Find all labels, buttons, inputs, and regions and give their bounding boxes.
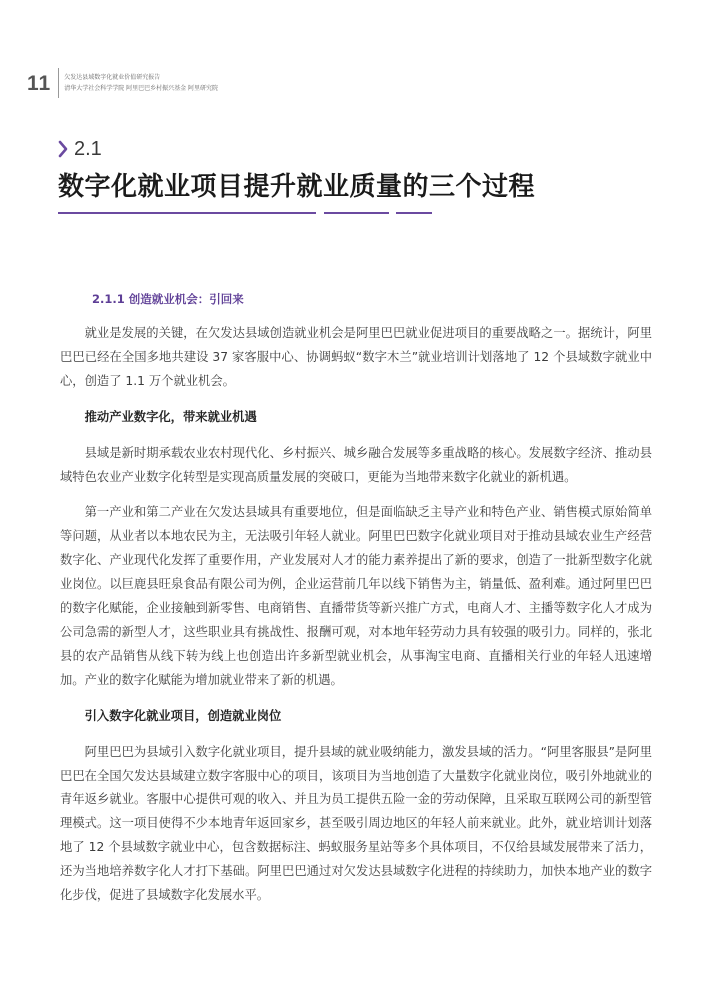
report-title: 欠发达县域数字化就业价值研究报告 — [64, 73, 161, 81]
section-title: 数字化就业项目提升就业质量的三个过程 — [58, 172, 536, 202]
title-underline-segment — [58, 212, 316, 214]
subsection-heading: 2.1.1 创造就业机会：引回来 — [92, 292, 244, 306]
section-number-row — [58, 139, 102, 159]
title-underline-segment — [396, 212, 432, 214]
paragraph-intro: 就业是发展的关键，在欠发达县域创造就业机会是阿里巴巴就业促进项目的重要战略之一。据统计，阿里巴巴已经在全国多地共建设 37 家客服中心、协调蚂蚁“数字木兰”就业培训计划落地了 12 个县域数字就业中心，创造了 1.1 万个就业机会。 — [60, 326, 652, 388]
report-authors: 清华大学社会科学学院 阿里巴巴乡村振兴基金 阿里研究院 — [64, 84, 219, 92]
header-text — [64, 74, 218, 93]
paragraph-county-strategy: 县域是新时期承载农业农村现代化、乡村振兴、城乡融合发展等多重战略的核心。发展数字经济、推动县域特色农业产业数字化转型是实现高质量发展的突破口，更能为当地带来数字化就业的新机遇。 — [60, 445, 652, 484]
header-divider — [58, 68, 59, 98]
page-number: 11 — [27, 71, 52, 95]
page-header — [27, 66, 218, 100]
bold-heading-industry: 推动产业数字化，带来就业机遇 — [84, 409, 257, 424]
paragraph-digital-projects: 阿里巴巴为县域引入数字化就业项目，提升县域的就业吸纳能力，激发县域的活力。“阿里客服县”是阿里巴巴在全国欠发达县域建立数字客服中心的项目，该项目为当地创造了大量数字化就业岗位，吸引外地就业的青年返乡就业。客服中心提供可观的收入、并且为员工提供五险一金的劳动保障，且采取互联网公司的新型管理模式。这一项目使得不少本地青年返回家乡，甚至吸引周边地区的年轻人前来就业。此外，就业培训计划落地了 12 个县域数字就业中心，包含数据标注、蚂蚁服务星站等多个具体项目，不仅给县域发展带来了活力，还为当地培养数字化人才打下基础。阿里巴巴通过对欠发达县域数字化进程的持续助力，加快本地产业的数字化步伐，促进了县域数字化发展水平。 — [60, 744, 652, 903]
paragraph-industry-digitalization: 第一产业和第二产业在欠发达县域具有重要地位，但是面临缺乏主导产业和特色产业、销售模式原始简单等问题，从业者以本地农民为主，无法吸引年轻人就业。阿里巴巴数字化就业项目对于推动县域农业生产经营数字化、产业现代化发挥了重要作用，产业发展对人才的能力素养提出了新的要求，创造了一批新型数字化就业岗位。以巨鹿县旺泉食品有限公司为例，企业运营前几年以线下销售为主，销量低、盈利难。通过阿里巴巴的数字化赋能，企业接触到新零售、电商销售、直播带货等新兴推广方式，电商人才、主播等数字化人才成为公司急需的新型人才，这些职业具有挑战性、报酬可观，对本地年轻劳动力具有较强的吸引力。同样的，张北县的农产品销售从线下转为线上也创造出许多新型就业机会，从事淘宝电商、直播相关行业的年轻人迅速增加。产业的数字化赋能为增加就业带来了新的机遇。 — [60, 505, 652, 687]
body-text — [60, 322, 652, 908]
section-number: 2.1 — [74, 138, 102, 160]
chevron-right-icon — [58, 140, 68, 158]
bold-heading-projects: 引入数字化就业项目，创造就业岗位 — [84, 708, 282, 723]
title-underline-segment — [324, 212, 389, 214]
